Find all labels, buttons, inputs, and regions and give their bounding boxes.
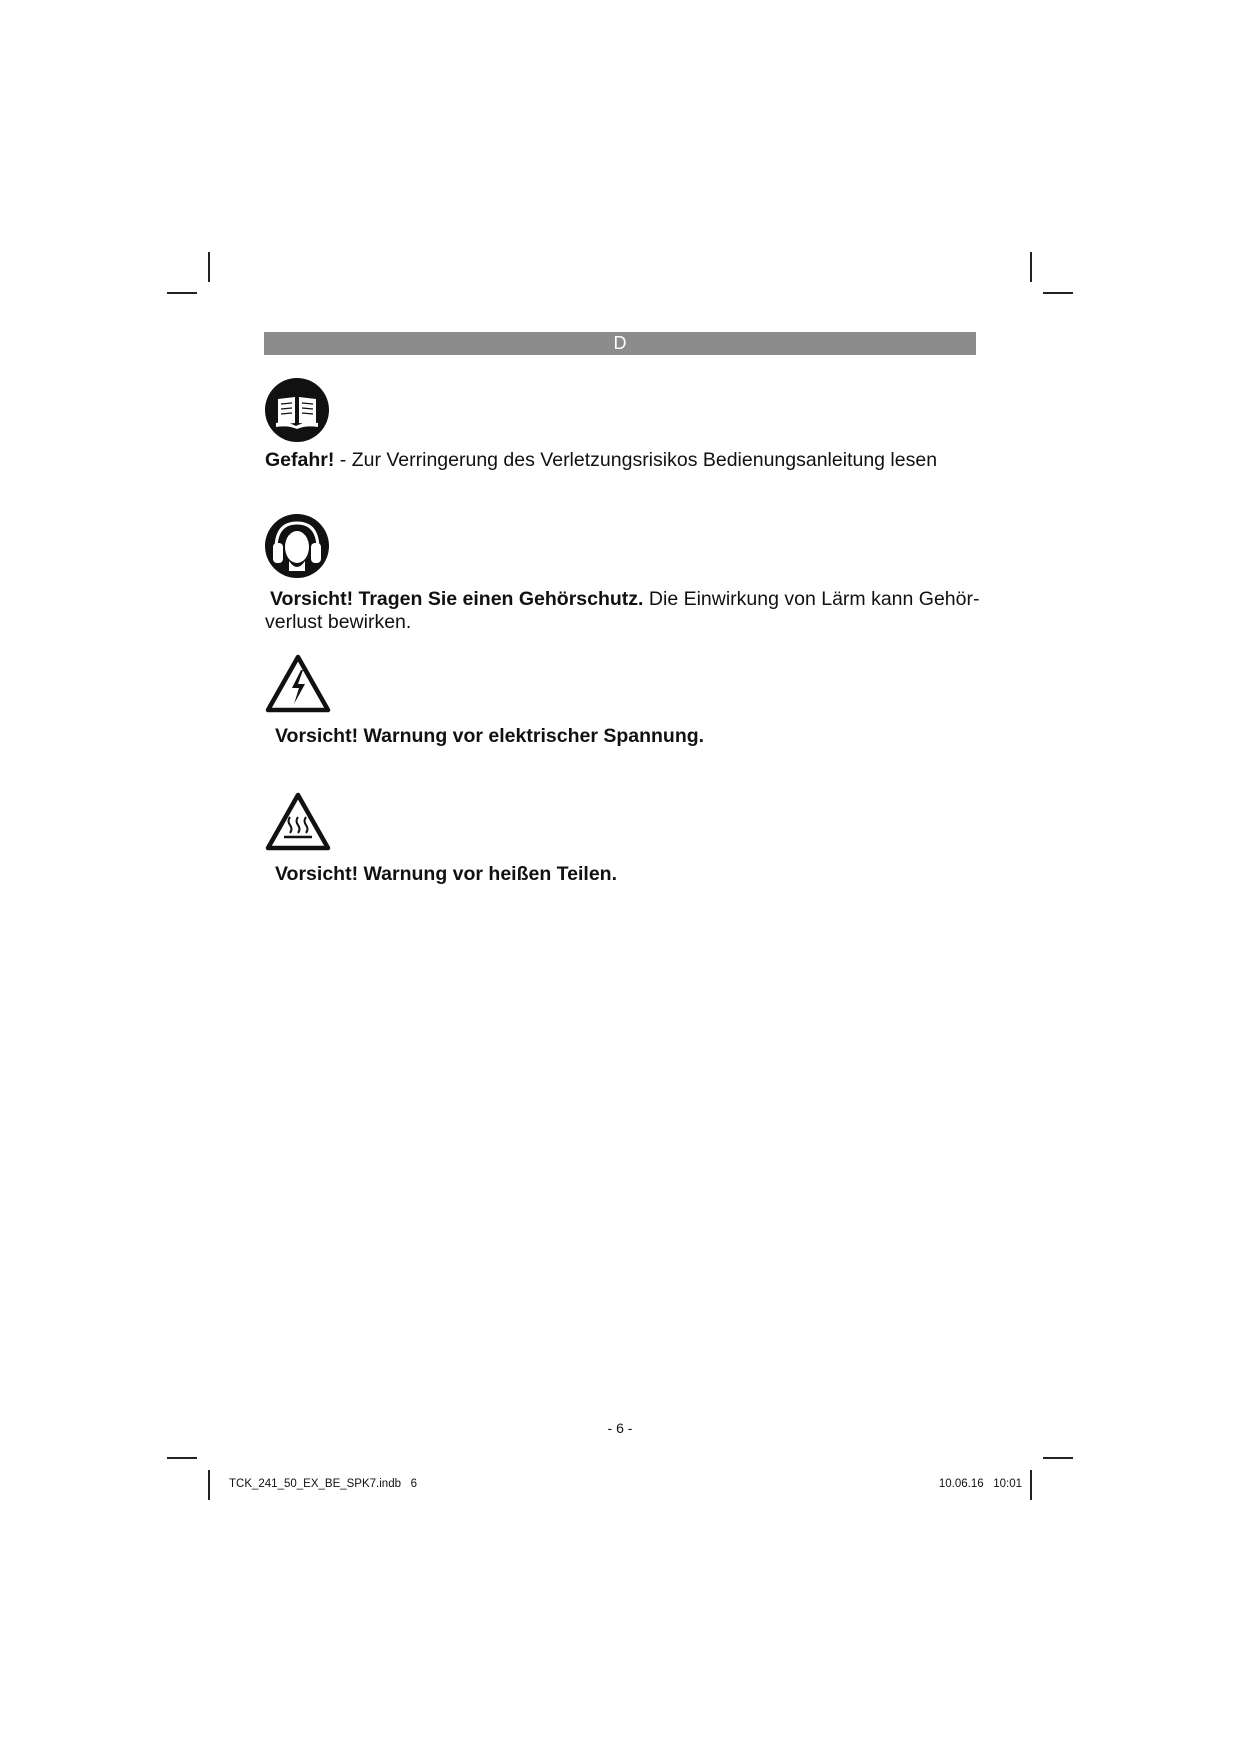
hearing-protection-icon: [264, 513, 330, 584]
danger-description: - Zur Verringerung des Verletzungsrisikos Bedienungsanleitung lesen: [334, 449, 938, 471]
crop-mark: [167, 1457, 197, 1459]
language-code: D: [613, 333, 627, 353]
crop-mark: [1030, 252, 1032, 282]
read-manual-icon: [264, 377, 330, 448]
crop-mark: [1043, 1457, 1073, 1459]
hearing-protection-label: Vorsicht! Tragen Sie einen Gehörschutz.: [270, 588, 644, 610]
hearing-protection-description: Die Einwirkung von Lärm kann Gehör-verlust bewirken.: [265, 588, 980, 633]
electric-voltage-text: [275, 725, 995, 748]
hot-surface-text: [275, 863, 995, 886]
crop-mark: [208, 252, 210, 282]
language-header-bar: [264, 332, 976, 355]
crop-mark: [1030, 1470, 1032, 1500]
danger-label: Gefahr!: [265, 449, 335, 471]
page-number: - 6 -: [607, 1420, 633, 1436]
hearing-protection-text: [265, 588, 985, 634]
electric-voltage-label: Vorsicht! Warnung vor elektrischer Spannung.: [275, 725, 705, 747]
crop-mark: [208, 1470, 210, 1500]
danger-read-manual-text: [265, 449, 985, 472]
print-timestamp: 10.06.16 10:01: [938, 1478, 1022, 1490]
crop-mark: [1043, 292, 1073, 294]
crop-mark: [167, 292, 197, 294]
hot-surface-label: Vorsicht! Warnung vor heißen Teilen.: [275, 863, 618, 885]
hot-surface-warning-icon: [265, 792, 331, 857]
electric-voltage-warning-icon: [265, 654, 331, 719]
print-file-name: TCK_241_50_EX_BE_SPK7.indb 6: [229, 1478, 417, 1490]
